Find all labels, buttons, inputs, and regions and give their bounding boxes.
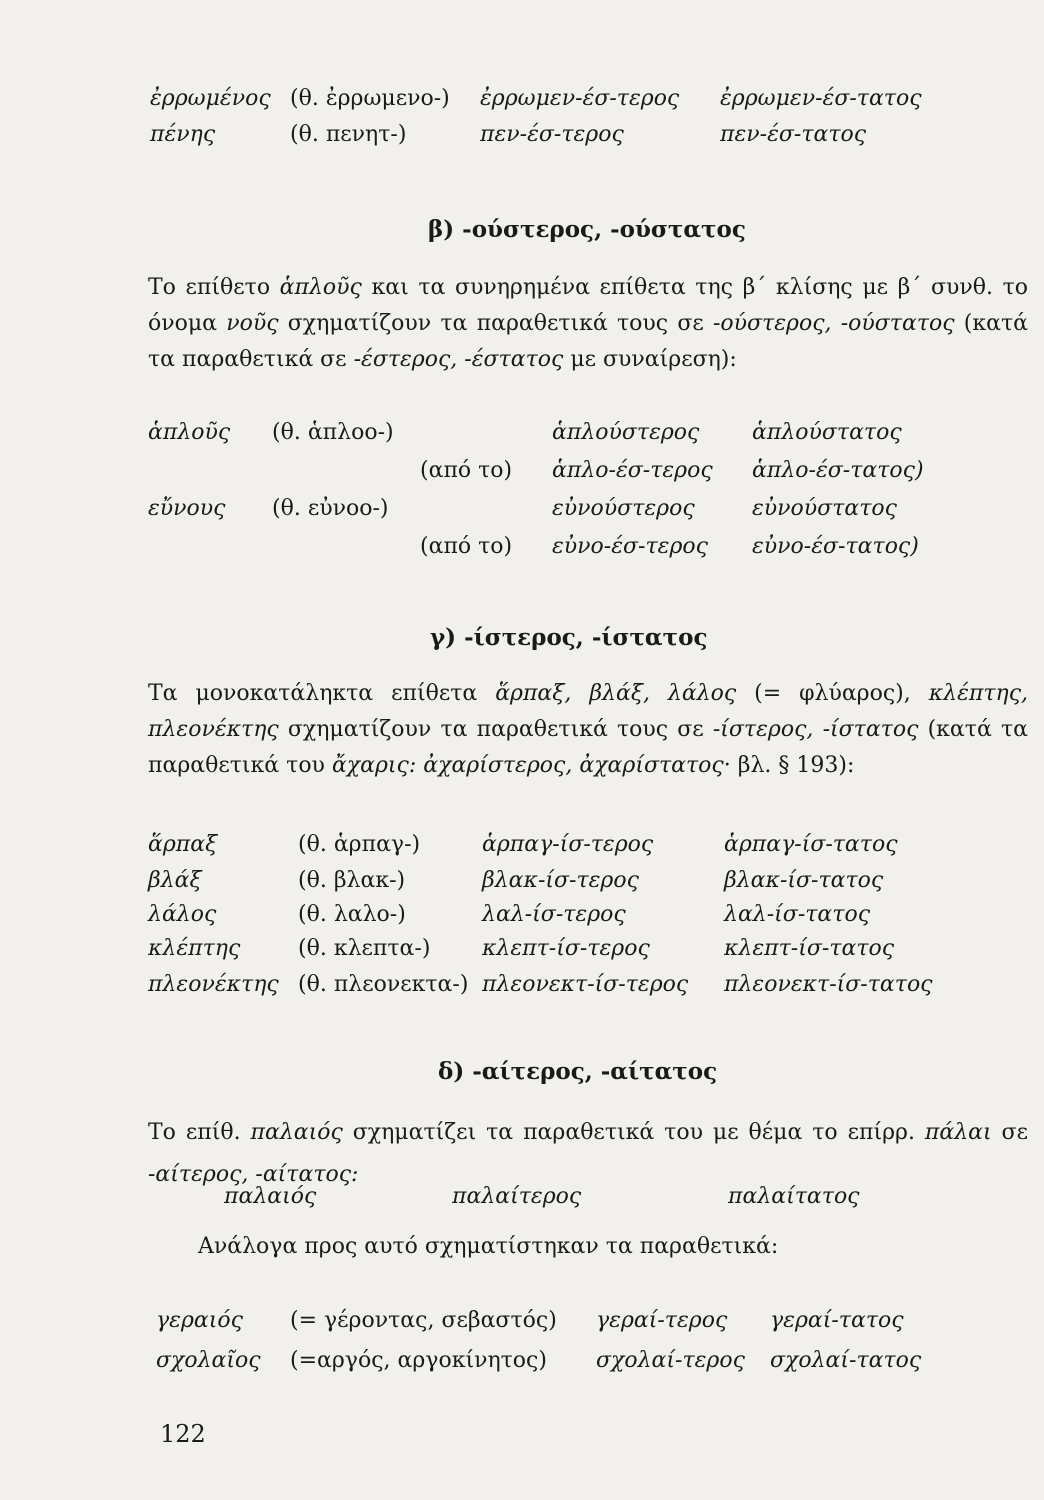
comparative-cell: βλακ-ίσ-τερος [482,868,639,893]
stem-cell: (θ. ἁπλοο-) [272,420,394,445]
text-run: Τα μονοκατάληκτα επίθετα [148,681,496,706]
italic-term: -ίστερος, -ίστατος [712,717,919,742]
text-run: (= φλύαρος), [736,681,929,706]
superlative-cell: παλαίτατος [728,1184,860,1209]
comparative-cell: πεν-έσ-τερος [480,122,624,147]
comparative-cell: γεραί-τερος [596,1308,728,1333]
stem-cell: (από το) [420,534,513,559]
stem-cell: (θ. βλακ-) [298,868,406,893]
comparative-cell: πλεονεκτ-ίσ-τερος [482,972,689,997]
text-run: Το επίθετο [148,275,280,300]
italic-term: -έστερος, -έστατος [353,347,564,372]
text-run: βλ. § 193): [730,753,855,778]
comparative-cell: κλεπτ-ίσ-τερος [482,936,650,961]
word-cell: λάλος [148,902,217,927]
comparative-cell: λαλ-ίσ-τερος [482,902,626,927]
superlative-cell: πεν-έσ-τατος [720,122,867,147]
comparative-cell: ἁρπαγ-ίσ-τερος [482,832,654,857]
page-number: 122 [160,1420,206,1448]
stem-cell: (θ. ἐρρωμενο-) [290,86,450,111]
text-run: σχηματίζουν τα παραθετικά τους σε [278,311,713,336]
superlative-cell: ἁρπαγ-ίσ-τατος [724,832,898,857]
stem-cell: (θ. πλεονεκτα-) [298,972,469,997]
text-run: (κατά τα παραθετικά σε [148,311,1028,372]
word-cell: γεραιός [156,1308,243,1333]
superlative-cell: ἐρρωμεν-έσ-τατος [720,86,922,111]
section-d-heading: δ) -αίτερος, -αίτατος [438,1058,718,1085]
word-cell: εὔνους [148,496,226,521]
italic-term: νοῦς [226,311,279,336]
stem-cell: (θ. εὐνοο-) [272,496,389,521]
word-cell: κλέπτης [148,936,241,961]
italic-term: ἄχαρις: ἀχαρίστερος, ἀχαρίστατος· [331,753,731,778]
stem-cell: (θ. ἁρπαγ-) [298,832,421,857]
section-d-paragraph-2: Ανάλογα προς αυτό σχηματίστηκαν τα παραθετικά: [198,1234,779,1259]
stem-cell: (θ. λαλο-) [298,902,406,927]
word-cell: ἅρπαξ [148,832,218,857]
italic-term: -αίτερος, -αίτατος: [148,1162,359,1187]
text-run: Το επίθ. [148,1120,251,1145]
italic-term: πάλαι [924,1120,992,1145]
stem-cell: (από το) [420,458,513,483]
word-cell: ἐρρωμένος [150,86,271,111]
text-run: (κατά τα παραθετικά του [148,717,1029,778]
word-cell: βλάξ [148,868,202,893]
text-run: σε [991,1120,1028,1145]
superlative-cell: γεραί-τατος [770,1308,904,1333]
text-run: με συναίρεση): [563,347,737,372]
comparative-cell: ἁπλούστερος [552,420,700,445]
text-run: σχηματίζει τα παραθετικά του με θέμα το επίρρ. [342,1120,925,1145]
italic-term: παλαιός [250,1120,343,1145]
text-run: σχηματίζουν τα παραθετικά τους σε [278,717,713,742]
comparative-cell: ἁπλο-έσ-τερος [552,458,713,483]
superlative-cell: βλακ-ίσ-τατος [724,868,884,893]
comparative-cell: εὐνούστερος [552,496,695,521]
stem-cell: (θ. κλεπτα-) [298,936,431,961]
comparative-cell: εὐνο-έσ-τερος [552,534,708,559]
word-cell: σχολαῖος [156,1348,261,1373]
section-c-paragraph [148,676,1028,784]
word-cell: παλαιός [224,1184,317,1209]
superlative-cell: σχολαί-τατος [770,1348,922,1373]
comparative-cell: παλαίτερος [452,1184,582,1209]
italic-term: ἅρπαξ, βλάξ, λάλος [495,681,737,706]
italic-term: κλέπτης, πλεονέκτης [148,681,1029,742]
section-b-heading: β) -ούστερος, -ούστατος [428,216,746,243]
superlative-cell: ἁπλούστατος [752,420,902,445]
word-cell: πένης [150,122,216,147]
stem-cell: (=αργός, αργοκίνητος) [290,1348,547,1373]
comparative-cell: σχολαί-τερος [596,1348,745,1373]
comparative-cell: ἐρρωμεν-έσ-τερος [480,86,680,111]
superlative-cell: πλεονεκτ-ίσ-τατος [724,972,933,997]
word-cell: πλεονέκτης [148,972,279,997]
section-b-paragraph [148,270,1028,378]
superlative-cell: λαλ-ίσ-τατος [724,902,871,927]
stem-cell: (= γέροντας, σεβαστός) [290,1308,557,1333]
superlative-cell: ἁπλο-έσ-τατος) [752,458,924,483]
superlative-cell: κλεπτ-ίσ-τατος [724,936,895,961]
text-run: και τα συνηρημένα επίθετα της β΄ κλίσης με β΄ συνθ. το όνομα [148,275,1028,336]
section-c-heading: γ) -ίστερος, -ίστατος [430,624,708,651]
word-cell: ἁπλοῦς [148,420,231,445]
italic-term: -ούστερος, -ούστατος [712,311,955,336]
superlative-cell: εὐνο-έσ-τατος) [752,534,919,559]
superlative-cell: εὐνούστατος [752,496,897,521]
stem-cell: (θ. πενητ-) [290,122,407,147]
italic-term: ἁπλοῦς [279,275,362,300]
